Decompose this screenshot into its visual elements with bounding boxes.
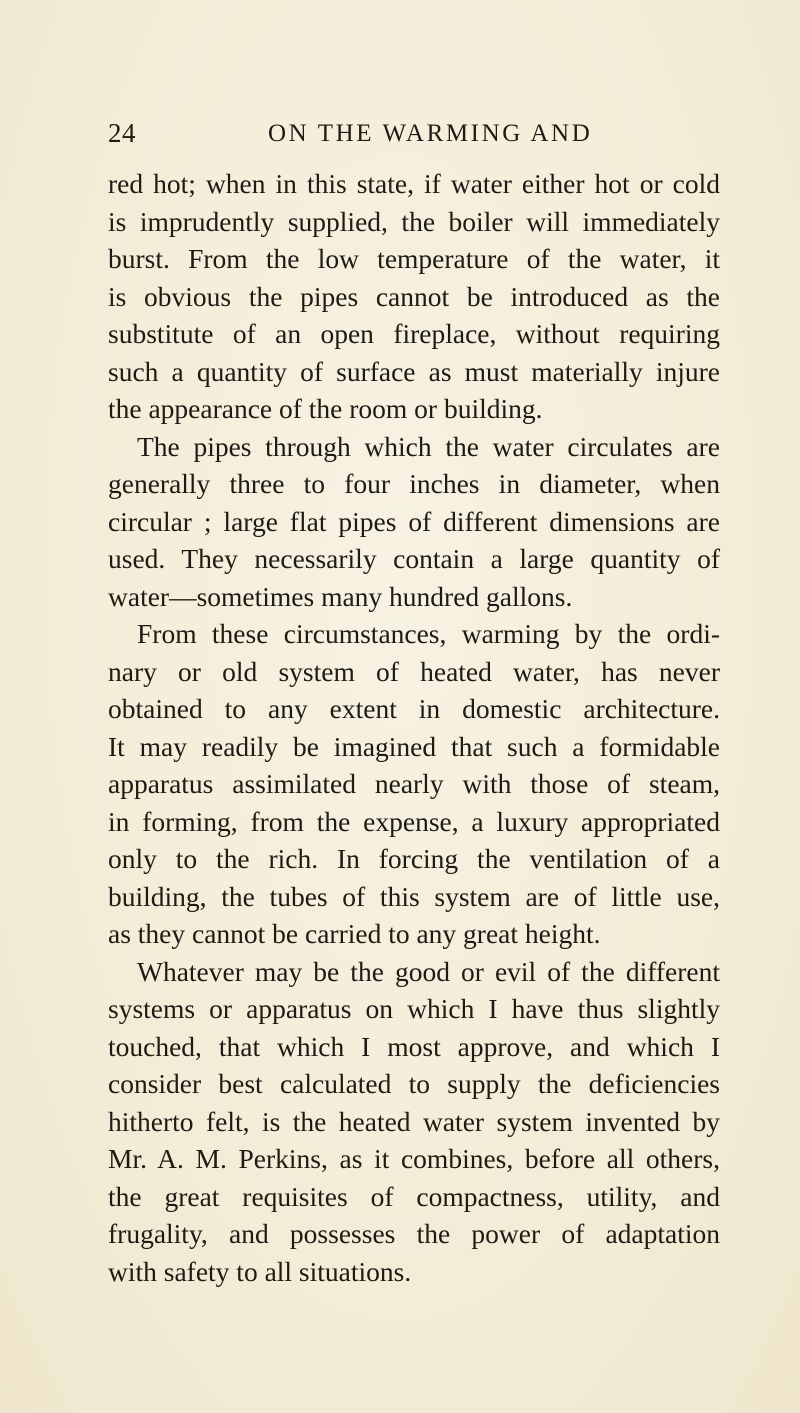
text-line: red hot; when in this state, if water either hot or cold [108,168,720,199]
text-line: only to the rich. In forcing the ventilation of a [108,843,720,874]
text-line: obtained to any extent in domestic architecture. [108,693,720,724]
text-line: The pipes through which the water circulates are [137,430,720,462]
text-line: as they cannot be carried to any great height. [108,918,601,949]
text-line: systems or apparatus on which I have thus slightly [108,993,720,1024]
text-line: in forming, from the expense, a luxury appropriated [108,805,720,837]
text-line: the great requisites of compactness, utility, and [108,1180,720,1212]
text-line: used. They necessarily contain a large quantity of [108,543,720,574]
text-line: the appearance of the room or building. [108,393,543,424]
text-line: water—sometimes many hundred gallons. [108,580,573,612]
text-line: nary or old system of heated water, has never [108,655,720,687]
text-line: generally three to four inches in diameter, when [108,468,720,499]
text-line: building, the tubes of this system are of little use, [108,880,720,912]
text-line: Whatever may be the good or evil of the different [137,955,720,987]
text-line: hitherto felt, is the heated water system invented by [108,1105,720,1137]
text-line: such a quantity of surface as must materially injure [108,355,720,387]
text-line: is imprudently supplied, the boiler will immediately [108,205,720,237]
text-line: with safety to all situations. [108,1255,412,1287]
running-head [108,118,718,148]
text-line: From these circumstances, warming by the ordi- [137,618,720,649]
page-number: 24 [108,118,136,148]
text-line: is obvious the pipes cannot be introduced as the [108,280,720,312]
text-line: It may readily be imagined that such a formidable [108,730,720,762]
text-line: circular ; large flat pipes of different dimensions are [108,505,720,537]
text-line: substitute of an open fireplace, without requiring [108,318,720,349]
text-line: Mr. A. M. Perkins, as it combines, before all others, [108,1143,720,1174]
text-line: frugality, and possesses the power of adaptation [108,1218,720,1249]
body-text [108,165,720,1290]
running-title: ON THE WARMING AND [268,120,593,147]
text-line: consider best calculated to supply the deficiencies [108,1068,720,1099]
text-line: touched, that which I most approve, and which I [108,1030,720,1062]
text-line: apparatus assimilated nearly with those of steam, [108,768,720,799]
text-line: burst. From the low temperature of the water, it [108,243,720,274]
